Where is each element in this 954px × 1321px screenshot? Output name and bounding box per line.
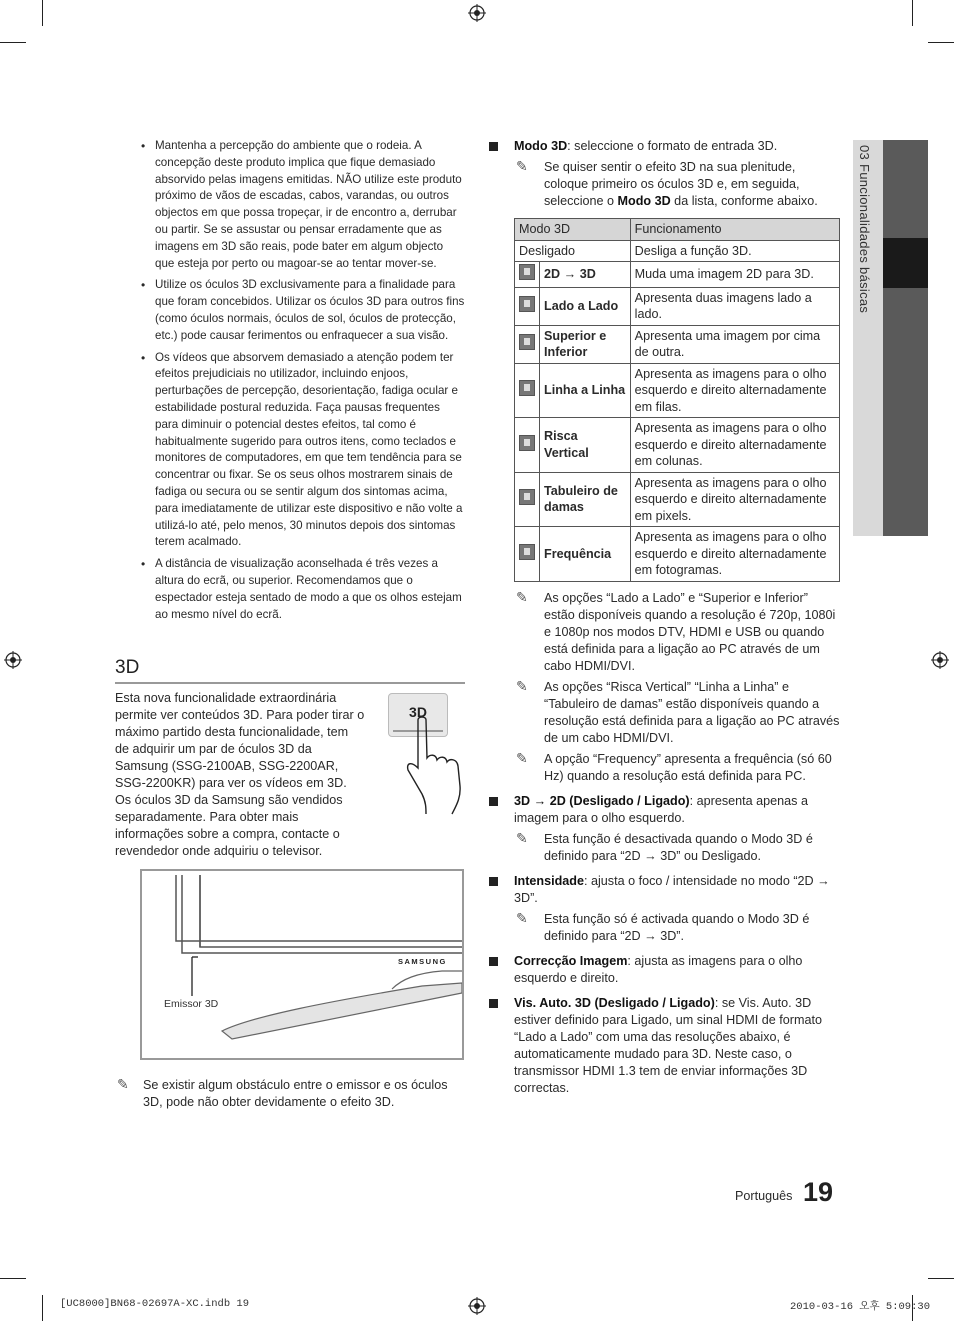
square-bullet-icon — [489, 797, 498, 806]
square-bullet-icon — [489, 877, 498, 886]
section-heading: 3D — [115, 657, 140, 678]
list-item: Correcção Imagem: ajusta as imagens para o olho esquerdo e direito. — [488, 953, 840, 987]
chapter-tab-dark — [883, 140, 928, 536]
crop-mark — [0, 1278, 26, 1279]
chapter-tab-marker — [883, 238, 928, 288]
chapter-title: 03 Funcionalidades básicas — [857, 145, 872, 314]
crop-mark — [42, 0, 43, 26]
note: ✎ As opções “Risca Vertical” “Linha a Linha” e “Tabuleiro de damas” estão disponíveis quando a resolução está definida para a ligação ao PC através de um cabo HDMI/DVI. — [516, 677, 840, 745]
mode-table — [514, 218, 840, 582]
note: ✎ Esta função é desactivada quando o Modo 3D é definido para “2D → 3D” ou Desligado. — [516, 829, 813, 863]
intro-paragraph: Esta nova funcionalidade extraordinária permite ver conteúdos 3D. Para poder tirar o máximo partido desta funcionalidade, tem de adquirir um par de óculos 3D da Samsung (SSG-2100AB, SSG-2200AR, SSG-2200KR) para ver os vídeos em 3D. Os óculos 3D da Samsung são vendidos separadamente. Para obter mais informações sobre a compra, contacte o revendedor onde adquiriu o televisor. — [115, 691, 365, 858]
crop-mark — [928, 42, 954, 43]
hand-pointer-icon — [400, 716, 470, 816]
list-item: • Utilize os óculos 3D exclusivamente para a finalidade para que foram concebidos. Utilizar os óculos 3D para outros fins (como óculos normais, óculos de sol, óculos de protecção, etc.) pode causar ferimentos ou enfraquecer a sua visão. — [141, 278, 465, 342]
registration-mark-icon — [468, 1297, 486, 1315]
crop-mark — [42, 1295, 43, 1321]
list-item: Vis. Auto. 3D (Desligado / Ligado): se Vis. Auto. 3D estiver definido para Ligado, um sinal HDMI de formato “Lado a Lado” com uma das resoluções abaixo, é automaticamente mudado para 3D. Neste caso, o transmissor HDMI 1.3 tem de enviar informações 3D correctas. — [488, 995, 840, 1097]
note-pencil-icon: ✎ — [516, 158, 528, 174]
vertical-stripe-icon — [519, 435, 535, 451]
safety-bullets — [115, 138, 465, 628]
crop-mark — [912, 0, 913, 26]
crop-mark — [0, 42, 26, 43]
table-row: 2D → 3D Muda uma imagem 2D para 3D. — [515, 262, 840, 288]
list-item: • Os vídeos que absorvem demasiado a atenção podem ter efeitos prejudiciais no utilizador, incluindo enjoos, perturbações de percepção, desorientação, fadiga ocular e estabilidade postural reduzida. Faça pausas frequentes para diminuir o potencial destes efeitos, tal como é habitualmente sugerido para outros itens, como teclados e monitores de computadores, em que tem tendência para se concentrar ou fixar. Se os seus olhos mostrarem sinais de fadiga ou secura ou se sentir algum dos sintomas acima, para imediatamente de utilizar este dispositivo e não volte a utilizá-lo até, pelo menos, 30 minutos depois dos sintomas terem acalmado. — [141, 350, 463, 549]
table-header: Modo 3D Funcionamento — [515, 219, 840, 241]
side-by-side-icon — [519, 296, 535, 312]
print-slug-file: [UC8000]BN68-02697A-XC.indb 19 — [60, 1298, 250, 1310]
note: ✎ As opções “Lado a Lado” e “Superior e Inferior” estão disponíveis quando a resolução é 720p, 1080i e 1080p nos modos DTV, HDMI e USB ou quando está definida para a ligação ao PC através de um cabo HDMI/DVI. — [516, 588, 836, 673]
list-item: • Mantenha a percepção do ambiente que o rodeia. A concepção deste produto implica que fique demasiado absorvido pelas imagens emitidas. NÃO utilize este produto próximo de vãos de escadas, cabos, varandas, ou outros objectos em que possa tropeçar, ir de encontro a, derrubar ou partir. Se se assustar ou pensar erradamente que as imagens em 3D são reais, pode bater em algum objecto que esteja por perto ou magoar-se ao tentar mover-se. — [141, 139, 462, 270]
2d-3d-icon — [519, 264, 535, 280]
table-row: Superior e Inferior Apresenta uma imagem por cima de outra. — [515, 325, 840, 363]
square-bullet-icon — [489, 957, 498, 966]
heading-rule — [115, 682, 465, 684]
list-item: • A distância de visualização aconselhada é três vezes a altura do ecrã, ou superior. Recomendamos que o espectador esteja sentado de modo a que os olhos estejam ao mesmo nível do ecrã. — [141, 557, 462, 621]
note: ✎ Se existir algum obstáculo entre o emissor e os óculos 3D, pode não obter devidamente o efeito 3D. — [117, 1076, 448, 1109]
square-bullet-icon — [489, 999, 498, 1008]
page-number: 19 — [803, 1177, 834, 1207]
note-pencil-icon: ✎ — [516, 749, 528, 766]
tv-illustration — [140, 869, 464, 1060]
tv-brand-logo: SAMSUNG — [398, 957, 447, 966]
right-column — [488, 138, 840, 1101]
frequency-icon — [519, 544, 535, 560]
table-row: Desligado Desliga a função 3D. — [515, 240, 840, 262]
list-item: Modo 3D: seleccione o formato de entrada 3D. — [488, 138, 840, 155]
list-item: 3D → 2D (Desligado / Ligado): apresenta apenas a imagem para o olho esquerdo. — [488, 793, 840, 827]
note: ✎ A opção “Frequency” apresenta a frequência (só 60 Hz) quando a resolução está definida para PC. — [516, 749, 832, 783]
top-bottom-icon — [519, 334, 535, 350]
registration-mark-icon — [4, 651, 22, 669]
print-slug-date: 2010-03-16 오후 5:09:30 — [790, 1301, 931, 1313]
note: ✎ Se quiser sentir o efeito 3D na sua plenitude, coloque primeiro os óculos 3D e, em seguida, seleccione o Modo 3D da lista, conforme abaixo. — [516, 158, 818, 208]
note-pencil-icon: ✎ — [516, 909, 528, 926]
table-row: Risca Vertical Apresenta as imagens para o olho esquerdo e direito alternadamente em colunas. — [515, 418, 840, 473]
table-row: Frequência Apresenta as imagens para o olho esquerdo e direito alternadamente em fotogramas. — [515, 527, 840, 582]
line-by-line-icon — [519, 380, 535, 396]
checkerboard-icon — [519, 489, 535, 505]
note-pencil-icon: ✎ — [516, 677, 528, 694]
note: ✎ Esta função só é activada quando o Modo 3D é definido para “2D → 3D”. — [516, 909, 810, 943]
table-row: Tabuleiro de damas Apresenta as imagens para o olho esquerdo e direito alternadamente em pixels. — [515, 472, 840, 527]
table-row: Lado a Lado Apresenta duas imagens lado a lado. — [515, 287, 840, 325]
note-pencil-icon: ✎ — [516, 829, 528, 846]
remote-3d-button: 3D — [388, 693, 448, 737]
list-item: Intensidade: ajusta o foco / intensidade no modo “2D → 3D”. — [488, 873, 840, 907]
footer-language: Português — [735, 1189, 793, 1203]
emitter-label: Emissor 3D — [164, 998, 219, 1010]
registration-mark-icon — [931, 651, 949, 669]
note-pencil-icon: ✎ — [117, 1076, 129, 1092]
table-row: Linha a Linha Apresenta as imagens para o olho esquerdo e direito alternadamente em filas. — [515, 363, 840, 418]
crop-mark — [928, 1278, 954, 1279]
square-bullet-icon — [489, 142, 498, 151]
note-pencil-icon: ✎ — [516, 588, 528, 605]
registration-mark-icon — [468, 4, 486, 22]
